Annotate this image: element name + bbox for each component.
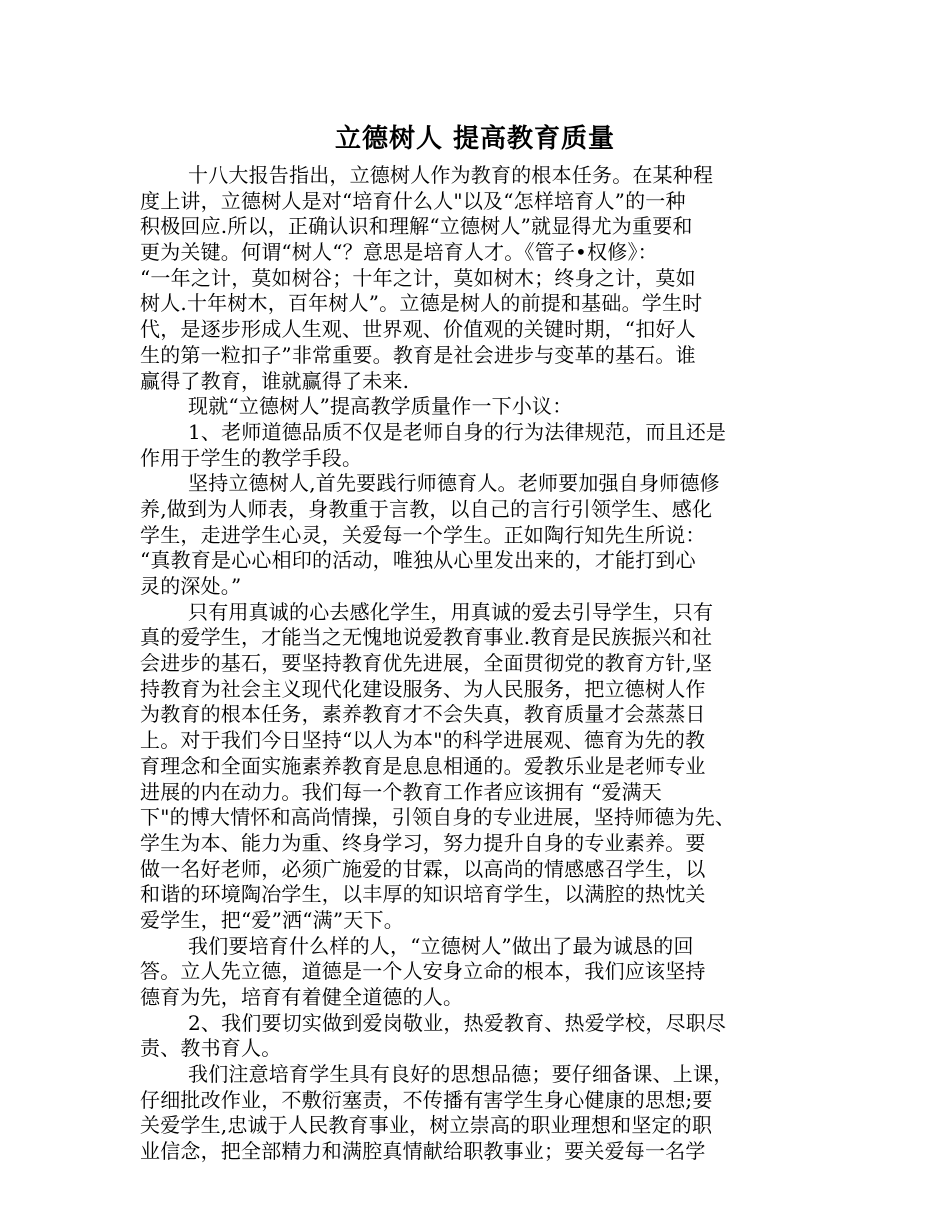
body-line: 现就“立德树人”提高教学质量作一下小议：: [188, 394, 573, 419]
body-line: 灵的深处。”: [140, 574, 242, 598]
body-line: 1、老师道德品质不仅是老师自身的行为法律规范，而且还是: [188, 419, 727, 444]
body-line: 积极回应.所以，正确认识和理解“立德树人”就显得尤为重要和: [140, 214, 693, 239]
body-line: 做一名好老师，必须广施爱的甘霖，以高尚的情感感召学生，以: [140, 856, 706, 881]
body-line: 育理念和全面实施素养教育是息息相通的。爱教乐业是老师专业: [140, 753, 706, 778]
body-line: 真的爱学生，才能当之无愧地说爱教育事业.教育是民族振兴和社: [140, 625, 713, 650]
body-line: 作用于学生的教学手段。: [140, 445, 363, 470]
body-line: 会进步的基石，要坚持教育优先进展，全面贯彻党的教育方针,坚: [140, 651, 713, 676]
body-line: 树人.十年树木，百年树人”。立德是树人的前提和基础。学生时: [140, 291, 703, 316]
document-body: [140, 163, 820, 1165]
body-line: “真教育是心心相印的活动，唯独从心里发出来的，才能打到心: [140, 548, 696, 573]
body-line: 德育为先，培育有着健全道德的人。: [140, 985, 464, 1009]
body-line: 坚持立德树人,首先要践行师德育人。老师要加强自身师德修: [188, 471, 720, 496]
body-line: 进展的内在动力。我们每一个教育工作者应该拥有 “爱满天: [140, 779, 662, 804]
body-line: 赢得了教育，谁就赢得了未来.: [140, 368, 410, 393]
body-line: 生的第一粒扣子”非常重要。教育是社会进步与变革的基石。谁: [140, 342, 696, 367]
body-line: 为教育的根本任务，素养教育才不会失真，教育质量才会蒸蒸日: [140, 702, 706, 727]
body-line: 和谐的环境陶冶学生，以丰厚的知识培育学生，以满腔的热忱关: [140, 882, 706, 907]
body-line: 业信念，把全部精力和满腔真情献给职教事业；要关爱每一名学: [140, 1139, 706, 1164]
body-line: 养,做到为人师表，身教重于言教，以自己的言行引领学生、感化: [140, 496, 713, 521]
body-line: 爱学生，把“爱”洒“满”天下。: [140, 907, 404, 932]
body-line: “一年之计，莫如树谷；十年之计，莫如树木；终身之计，莫如: [140, 265, 696, 290]
body-line: 答。立人先立德，道德是一个人安身立命的根本，我们应该坚持: [140, 959, 706, 984]
body-line: 责、教书育人。: [140, 1036, 282, 1061]
body-line: 学生为本、能力为重、终身学习，努力提升自身的专业素养。要: [140, 830, 706, 855]
body-line: 只有用真诚的心去感化学生，用真诚的爱去引导学生，只有: [188, 599, 714, 624]
body-line: 关爱学生,忠诚于人民教育事业，树立崇高的职业理想和坚定的职: [140, 1113, 713, 1138]
body-line: 更为关键。何谓“树人“？意思是培育人才。《管子•权修》：: [140, 240, 658, 265]
body-line: 上。对于我们今日坚持“以人为本"的科学进展观、德育为先的教: [140, 728, 706, 753]
document-title: 立德树人 提高教育质量: [334, 124, 616, 154]
body-line: 下"的博大情怀和高尚情操，引领自身的专业进展，坚持师德为先、: [140, 805, 736, 830]
body-line: 2、我们要切实做到爱岗敬业，热爱教育、热爱学校，尽职尽: [188, 1010, 727, 1035]
body-line: 度上讲，立德树人是对“培育什么人"以及“怎样培育人”的一种: [140, 188, 686, 213]
body-line: 我们要培育什么样的人，“立德树人”做出了最为诚恳的回: [188, 933, 694, 958]
body-line: 持教育为社会主义现代化建设服务、为人民服务，把立德树人作: [140, 676, 706, 701]
body-line: 我们注意培育学生具有良好的思想品德；要仔细备课、上课，: [188, 1062, 734, 1087]
body-line: 仔细批改作业，不敷衍塞责，不传播有害学生身心健康的思想;要: [140, 1087, 713, 1112]
body-line: 十八大报告指出，立德树人作为教育的根本任务。在某种程: [188, 163, 714, 187]
body-line: 学生，走进学生心灵，关爱每一个学生。正如陶行知先生所说：: [140, 522, 706, 547]
body-line: 代，是逐步形成人生观、世界观、价值观的关键时期，“扣好人: [140, 317, 696, 342]
